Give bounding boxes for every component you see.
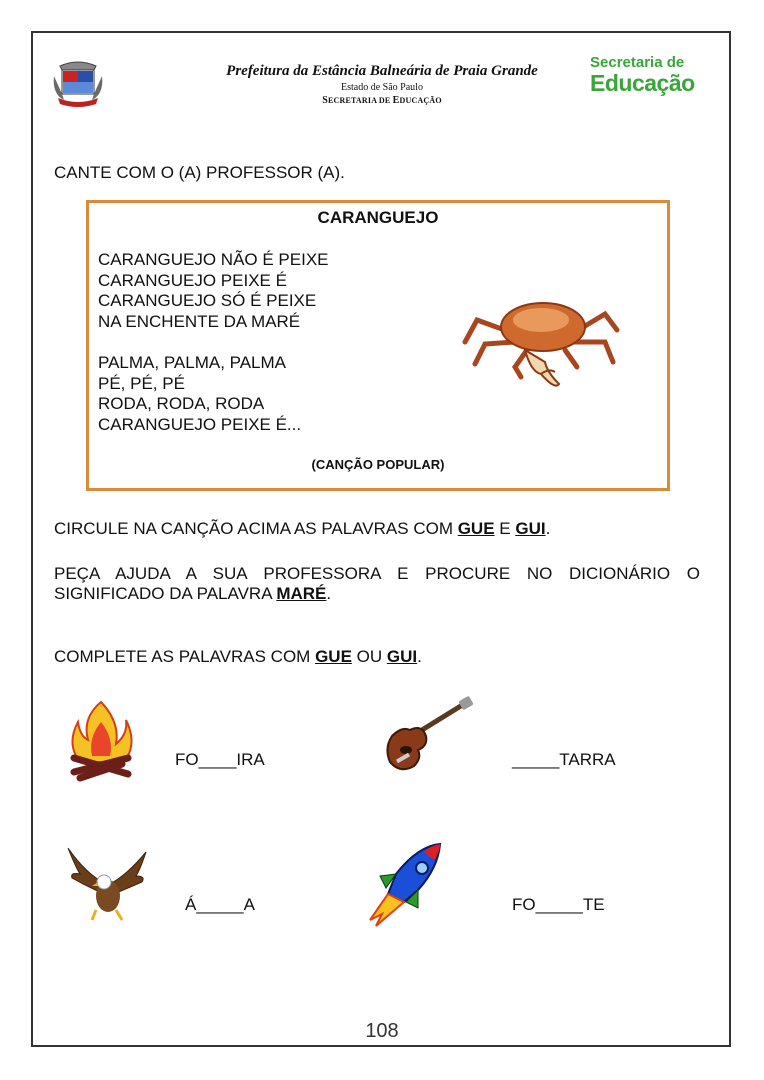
word-foguete: FO_____TE — [512, 895, 605, 914]
header-title: Prefeitura da Estância Balneária de Praia Grande — [226, 63, 538, 79]
guitar-icon — [378, 696, 478, 776]
song-verse-1: CARANGUEJO NÃO É PEIXE CARANGUEJO PEIXE É CARANGUEJO SÓ É PEIXE NA ENCHENTE DA MARÉ — [98, 250, 329, 331]
instruction-dictionary-line1: PEÇA AJUDA A SUA PROFESSORA E PROCURE NO DICIONÁRIO O — [54, 564, 700, 583]
rocket-icon — [366, 840, 446, 928]
song-title: CARANGUEJO — [317, 208, 439, 227]
word-aguia: Á_____A — [185, 895, 255, 914]
instruction-complete: COMPLETE AS PALAVRAS COM GUE OU GUI. — [54, 647, 422, 666]
eagle-icon — [66, 844, 148, 924]
word-guitarra: _____TARRA — [512, 750, 616, 769]
education-logo-line2: Educação — [590, 70, 695, 96]
page-number: 108 — [365, 1020, 399, 1042]
crab-icon — [455, 272, 630, 397]
instruction-circle: CIRCULE NA CANÇÃO ACIMA AS PALAVRAS COM GUE E GUI. — [54, 519, 551, 538]
campfire-icon — [68, 700, 134, 782]
word-fogueira: FO____IRA — [175, 750, 265, 769]
song-credit: (CANÇÃO POPULAR) — [311, 457, 445, 472]
instruction-sing: CANTE COM O (A) PROFESSOR (A). — [54, 163, 345, 182]
song-verse-2: PALMA, PALMA, PALMA PÉ, PÉ, PÉ RODA, RODA, RODA CARANGUEJO PEIXE É... — [98, 353, 302, 434]
education-logo-line1: Secretaria de — [590, 54, 685, 71]
header-state: Estado de São Paulo — [341, 82, 423, 93]
header-secretariat: SECRETARIA DE EDUCAÇÃO — [322, 95, 442, 106]
instruction-dictionary-line2: SIGNIFICADO DA PALAVRA MARÉ. — [54, 584, 332, 603]
